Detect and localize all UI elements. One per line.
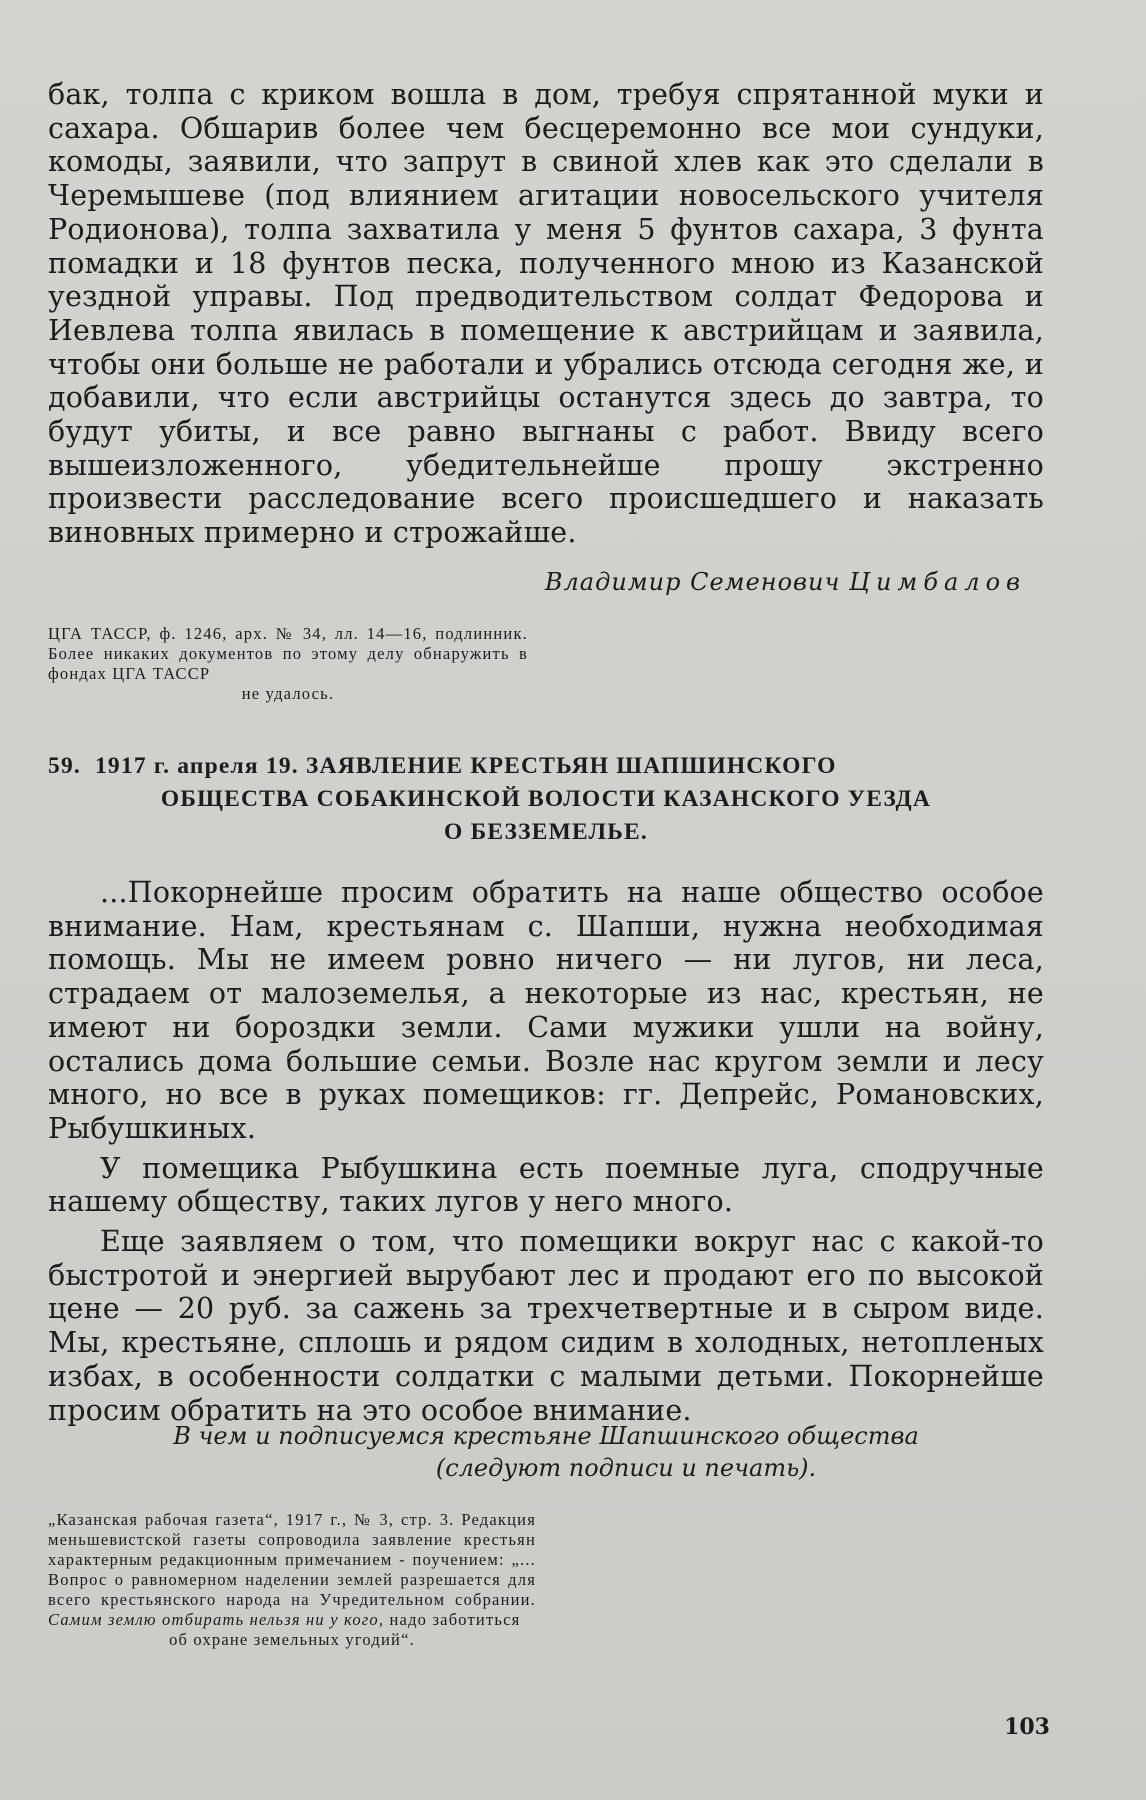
- signature: [545, 568, 1026, 596]
- title-line-3: О БЕЗЗЕМЕЛЬЕ.: [444, 819, 648, 845]
- petition-paragraph-1: ...Покорнейше просим обратить на наше общество особое внимание. Нам, крестьянам с. Шапши, нужна необходимая помощь. Мы не имеем ровно ничего — ни лугов, ни леса, страдаем от малоземелья, а некоторые из нас, крестьян, не имеют ни бороздки земли. Сами мужики ушли на войну, остались дома большие семьи. Возле нас кругом земли и лесу много, но все в руках помещиков: гг. Депрейс, Романовских, Рыбушкиных.: [48, 876, 1044, 1145]
- title-line-1: 1917 г. апреля 19. ЗАЯВЛЕНИЕ КРЕСТЬЯН ШАПШИНСКОГО: [94, 753, 837, 779]
- newspaper-footnote: [48, 1510, 536, 1650]
- title-line-2: ОБЩЕСТВА СОБАКИНСКОЙ ВОЛОСТИ КАЗАНСКОГО УЕЗДА: [160, 786, 932, 812]
- footnote2-emphasis: Самим землю отбирать нельзя ни у кого,: [48, 1610, 385, 1629]
- footnote-text: ЦГА ТАССР, ф. 1246, арх. № 34, лл. 14—16, подлинник. Более никаких документов по этому делу обнаружить в фондах ЦГА ТАССР: [48, 624, 528, 683]
- document-number: 59.: [48, 753, 81, 779]
- petition-paragraph-3: Еще заявляем о том, что помещики вокруг нас с какой-то быстротой и энергией вырубают лес и продают его по высокой цене — 20 руб. за сажень за трехчетвертные и в сыром виде. Мы, крестьяне, сплошь и рядом сидим в холодных, нетопленых избах, в особенности солдатки с малыми детьми. Покорнейше просим обратить на это особое внимание.: [48, 1225, 1044, 1427]
- petition-paragraph-2: У помещика Рыбушкина есть поемные луга, сподручные нашему обществу, таких лугов у него много.: [48, 1151, 1044, 1219]
- closing-line-2: (следуют подписи и печать).: [435, 1454, 817, 1482]
- petition-text: [48, 876, 1044, 1427]
- closing-signatures: [48, 1420, 1044, 1484]
- signature-surname: Цимбалов: [849, 568, 1026, 596]
- closing-line-1: В чем и подписуемся крестьяне Шапшинского общества: [173, 1422, 919, 1450]
- signature-given-names: Владимир Семенович: [544, 568, 841, 596]
- footnote-last-line: не удалось.: [241, 684, 335, 703]
- footnote2-rest: надо заботиться: [389, 1610, 521, 1629]
- footnote2-intro: „Казанская рабочая газета“, 1917 г., № 3, стр. 3. Редакция меньшевистской газеты сопроводила заявление крестьян характерным редакционным примечанием - поучением: „... Вопрос о равномерном наделении землей разрешается для всего крестьянского народа на Учредительном собрании.: [48, 1510, 536, 1609]
- paragraph-text: бак, толпа с криком вошла в дом, требуя спрятанной муки и сахара. Обшарив более чем бесцеремонно все мои сундуки, комоды, заявили, что запрут в свиной хлев как это сделали в Черемышеве (под влиянием агитации новосельского учителя Родионова), толпа захватила у меня 5 фунтов сахара, 3 фунта помадки и 18 фунтов песка, полученного мною из Казанской уездной управы. Под предводительством солдат Федорова и Иевлева толпа явилась в помещение к австрийцам и заявила, чтобы они больше не работали и убрались отсюда сегодня же, и добавили, что если австрийцы останутся здесь до завтра, то будут убиты, и все равно выгнаны с работ. Ввиду всего вышеизложенного, убедительнейше прошу экстренно произвести расследование всего происшедшего и наказать виновных примерно и строжайше.: [48, 78, 1044, 550]
- page-number: 103: [1004, 1714, 1050, 1740]
- letter-continuation: [48, 78, 1044, 550]
- footnote2-last-line: об охране земельных угодий“.: [169, 1630, 415, 1649]
- archive-footnote: [48, 624, 528, 704]
- document-title: [48, 750, 1044, 849]
